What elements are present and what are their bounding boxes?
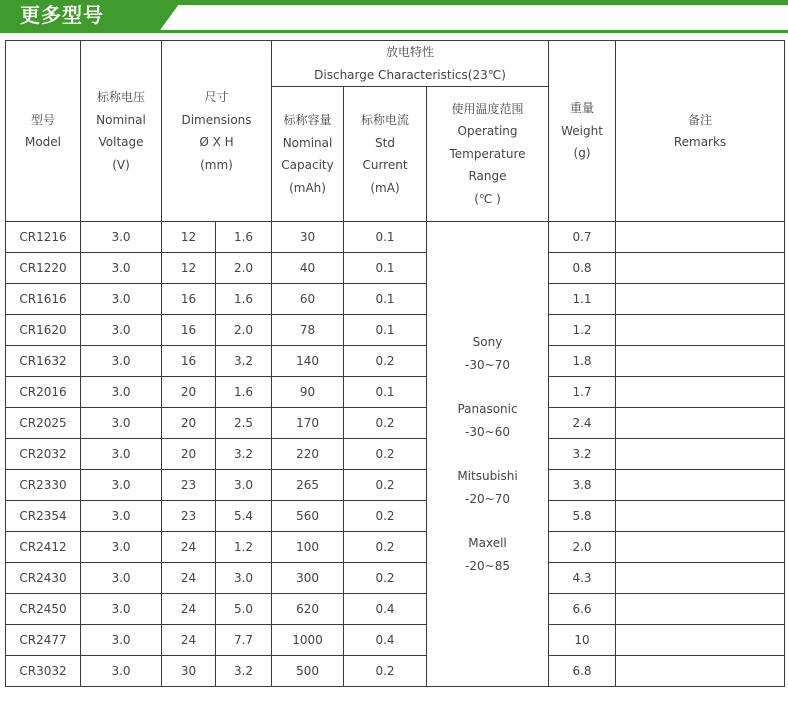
- cell-height: 3.0: [216, 470, 272, 501]
- cell-capacity: 300: [272, 563, 344, 594]
- cell-current: 0.2: [344, 501, 427, 532]
- cell-voltage: 3.0: [81, 284, 162, 315]
- cell-model: CR2412: [6, 532, 81, 563]
- cell-remarks: [616, 470, 785, 501]
- cell-model: CR1620: [6, 315, 81, 346]
- cell-model: CR2354: [6, 501, 81, 532]
- table-row: [6, 284, 785, 315]
- cell-weight: 6.6: [549, 594, 616, 625]
- cell-height: 1.2: [216, 532, 272, 563]
- cell-voltage: 3.0: [81, 439, 162, 470]
- cell-diameter: 20: [162, 408, 216, 439]
- temp-brand-maxell: Maxell: [468, 536, 507, 550]
- cell-weight: 2.0: [549, 532, 616, 563]
- cell-voltage: 3.0: [81, 222, 162, 253]
- table-row: [6, 594, 785, 625]
- cell-weight: 1.1: [549, 284, 616, 315]
- cell-diameter: 20: [162, 439, 216, 470]
- cell-current: 0.1: [344, 222, 427, 253]
- cell-weight: 1.2: [549, 315, 616, 346]
- cell-weight: 0.8: [549, 253, 616, 284]
- cell-capacity: 170: [272, 408, 344, 439]
- cell-height: 3.2: [216, 439, 272, 470]
- header-capacity-en-2: Capacity: [281, 158, 334, 172]
- table-row: [6, 625, 785, 656]
- header-dimensions-unit: (mm): [200, 157, 233, 172]
- header-current: [344, 87, 427, 222]
- cell-model: CR2430: [6, 563, 81, 594]
- cell-remarks: [616, 377, 785, 408]
- cell-capacity: 30: [272, 222, 344, 253]
- temp-group-sony: [427, 331, 548, 376]
- cell-remarks: [616, 222, 785, 253]
- cell-capacity: 140: [272, 346, 344, 377]
- table-row: [6, 346, 785, 377]
- cell-height: 2.0: [216, 315, 272, 346]
- table-row: [6, 656, 785, 687]
- cell-current: 0.2: [344, 408, 427, 439]
- temp-range-sony: -30~70: [465, 357, 510, 372]
- cell-diameter: 24: [162, 532, 216, 563]
- cell-weight: 6.8: [549, 656, 616, 687]
- cell-capacity: 500: [272, 656, 344, 687]
- cell-weight: 4.3: [549, 563, 616, 594]
- cell-height: 5.0: [216, 594, 272, 625]
- table-row: [6, 439, 785, 470]
- temp-range-maxell: -20~85: [465, 558, 510, 573]
- header-discharge-cn: 放电特性: [386, 45, 435, 59]
- cell-current: 0.2: [344, 346, 427, 377]
- banner-underline: [0, 30, 788, 33]
- temp-group-panasonic: [427, 398, 548, 443]
- cell-capacity: 40: [272, 253, 344, 284]
- cell-model: CR1616: [6, 284, 81, 315]
- cell-capacity: 78: [272, 315, 344, 346]
- header-weight-cn: 重量: [570, 101, 595, 116]
- cell-current: 0.2: [344, 563, 427, 594]
- cell-weight: 2.4: [549, 408, 616, 439]
- cell-model: CR2477: [6, 625, 81, 656]
- header-temperature-en-3: Range: [468, 169, 507, 184]
- header-voltage-en-2: Voltage: [98, 135, 144, 149]
- cell-capacity: 560: [272, 501, 344, 532]
- cell-model: CR2032: [6, 439, 81, 470]
- header-voltage-unit: (V): [112, 157, 130, 172]
- temp-range-mitsubishi: -20~70: [465, 491, 510, 506]
- cell-weight: 3.2: [549, 439, 616, 470]
- cell-height: 3.2: [216, 346, 272, 377]
- cell-diameter: 16: [162, 315, 216, 346]
- cell-current: 0.1: [344, 315, 427, 346]
- header-current-en-2: Current: [362, 158, 408, 172]
- table-row: [6, 377, 785, 408]
- cell-capacity: 220: [272, 439, 344, 470]
- cell-height: 5.4: [216, 501, 272, 532]
- header-temperature-cn: 使用温度范围: [451, 101, 524, 116]
- cell-diameter: 12: [162, 253, 216, 284]
- cell-model: CR1220: [6, 253, 81, 284]
- cell-weight: 0.7: [549, 222, 616, 253]
- header-current-cn: 标称电流: [361, 113, 410, 127]
- cell-remarks: [616, 594, 785, 625]
- cell-voltage: 3.0: [81, 656, 162, 687]
- cell-diameter: 30: [162, 656, 216, 687]
- table-row: [6, 253, 785, 284]
- header-current-unit: (mA): [370, 180, 400, 195]
- cell-capacity: 265: [272, 470, 344, 501]
- cell-current: 0.2: [344, 470, 427, 501]
- cell-remarks: [616, 346, 785, 377]
- cell-remarks: [616, 253, 785, 284]
- cell-height: 3.0: [216, 563, 272, 594]
- header-capacity: [272, 87, 344, 222]
- cell-voltage: 3.0: [81, 377, 162, 408]
- cell-current: 0.2: [344, 532, 427, 563]
- cell-height: 7.7: [216, 625, 272, 656]
- cell-remarks: [616, 625, 785, 656]
- header-temperature-en-2: Temperature: [449, 146, 526, 161]
- header-discharge-en: Discharge Characteristics(23℃): [314, 67, 506, 82]
- cell-temperature-range: [427, 222, 549, 687]
- cell-remarks: [616, 656, 785, 687]
- temp-brand-mitsubishi: Mitsubishi: [457, 469, 518, 483]
- banner-title: 更多型号: [20, 3, 104, 27]
- cell-capacity: 620: [272, 594, 344, 625]
- temp-group-mitsubishi: [427, 465, 548, 510]
- cell-diameter: 20: [162, 377, 216, 408]
- cell-diameter: 24: [162, 563, 216, 594]
- table-row: [6, 408, 785, 439]
- cell-capacity: 90: [272, 377, 344, 408]
- banner-top-stripe: [168, 0, 788, 5]
- header-temperature: [427, 87, 549, 222]
- header-voltage: [81, 41, 162, 222]
- cell-remarks: [616, 532, 785, 563]
- cell-voltage: 3.0: [81, 594, 162, 625]
- cell-diameter: 23: [162, 470, 216, 501]
- temp-brand-sony: Sony: [472, 335, 503, 349]
- battery-spec-table: [5, 40, 785, 687]
- cell-weight: 10: [549, 625, 616, 656]
- table-row: [6, 563, 785, 594]
- cell-height: 3.2: [216, 656, 272, 687]
- cell-voltage: 3.0: [81, 408, 162, 439]
- cell-current: 0.2: [344, 656, 427, 687]
- cell-current: 0.1: [344, 377, 427, 408]
- header-remarks-cn: 备注: [688, 112, 713, 127]
- cell-voltage: 3.0: [81, 501, 162, 532]
- cell-remarks: [616, 284, 785, 315]
- cell-diameter: 24: [162, 625, 216, 656]
- header-dimensions-symbol: Ø X H: [199, 135, 234, 149]
- cell-height: 2.5: [216, 408, 272, 439]
- header-current-en-1: Std: [375, 135, 395, 150]
- header-dimensions-en: Dimensions: [181, 112, 252, 127]
- cell-voltage: 3.0: [81, 346, 162, 377]
- header-capacity-cn: 标称容量: [283, 113, 332, 127]
- cell-current: 0.4: [344, 625, 427, 656]
- header-voltage-cn: 标称电压: [96, 90, 145, 104]
- cell-model: CR1216: [6, 222, 81, 253]
- header-dimensions-cn: 尺寸: [204, 90, 229, 104]
- cell-capacity: 60: [272, 284, 344, 315]
- cell-model: CR3032: [6, 656, 81, 687]
- header-model-en: Model: [24, 135, 62, 149]
- cell-model: CR1632: [6, 346, 81, 377]
- cell-model: CR2450: [6, 594, 81, 625]
- header-weight-unit: (g): [573, 146, 591, 161]
- cell-remarks: [616, 315, 785, 346]
- temp-range-panasonic: -30~60: [465, 424, 510, 439]
- cell-capacity: 1000: [272, 625, 344, 656]
- cell-remarks: [616, 439, 785, 470]
- cell-model: CR2330: [6, 470, 81, 501]
- cell-current: 0.2: [344, 439, 427, 470]
- cell-weight: 1.8: [549, 346, 616, 377]
- cell-current: 0.1: [344, 253, 427, 284]
- table-row: [6, 470, 785, 501]
- cell-model: CR2016: [6, 377, 81, 408]
- cell-voltage: 3.0: [81, 532, 162, 563]
- header-weight: [549, 41, 616, 222]
- cell-diameter: 16: [162, 284, 216, 315]
- cell-current: 0.4: [344, 594, 427, 625]
- section-banner: [0, 0, 788, 34]
- cell-diameter: 23: [162, 501, 216, 532]
- header-voltage-en-1: Nominal: [96, 112, 146, 127]
- cell-voltage: 3.0: [81, 253, 162, 284]
- cell-voltage: 3.0: [81, 315, 162, 346]
- cell-height: 1.6: [216, 284, 272, 315]
- temp-brand-panasonic: Panasonic: [457, 402, 518, 416]
- header-model-cn: 型号: [30, 112, 55, 127]
- cell-voltage: 3.0: [81, 625, 162, 656]
- cell-capacity: 100: [272, 532, 344, 563]
- table-row: [6, 222, 785, 253]
- cell-weight: 3.8: [549, 470, 616, 501]
- cell-height: 1.6: [216, 222, 272, 253]
- cell-height: 1.6: [216, 377, 272, 408]
- table-row: [6, 315, 785, 346]
- cell-model: CR2025: [6, 408, 81, 439]
- header-discharge: [272, 41, 549, 87]
- cell-weight: 5.8: [549, 501, 616, 532]
- header-temperature-unit: (℃ ): [474, 191, 501, 206]
- table-row: [6, 532, 785, 563]
- header-model: [6, 41, 81, 222]
- cell-diameter: 24: [162, 594, 216, 625]
- temp-group-maxell: [427, 532, 548, 577]
- cell-remarks: [616, 501, 785, 532]
- cell-weight: 1.7: [549, 377, 616, 408]
- cell-current: 0.1: [344, 284, 427, 315]
- header-capacity-unit: (mAh): [289, 180, 326, 195]
- cell-remarks: [616, 408, 785, 439]
- header-capacity-en-1: Nominal: [282, 135, 333, 150]
- header-temperature-en-1: Operating: [457, 124, 518, 139]
- header-weight-en: Weight: [561, 123, 603, 138]
- cell-diameter: 16: [162, 346, 216, 377]
- cell-remarks: [616, 563, 785, 594]
- header-remarks-en: Remarks: [673, 135, 727, 149]
- header-dimensions: [162, 41, 272, 222]
- cell-height: 2.0: [216, 253, 272, 284]
- cell-diameter: 12: [162, 222, 216, 253]
- cell-voltage: 3.0: [81, 470, 162, 501]
- header-remarks: [616, 41, 785, 222]
- cell-voltage: 3.0: [81, 563, 162, 594]
- table-row: [6, 501, 785, 532]
